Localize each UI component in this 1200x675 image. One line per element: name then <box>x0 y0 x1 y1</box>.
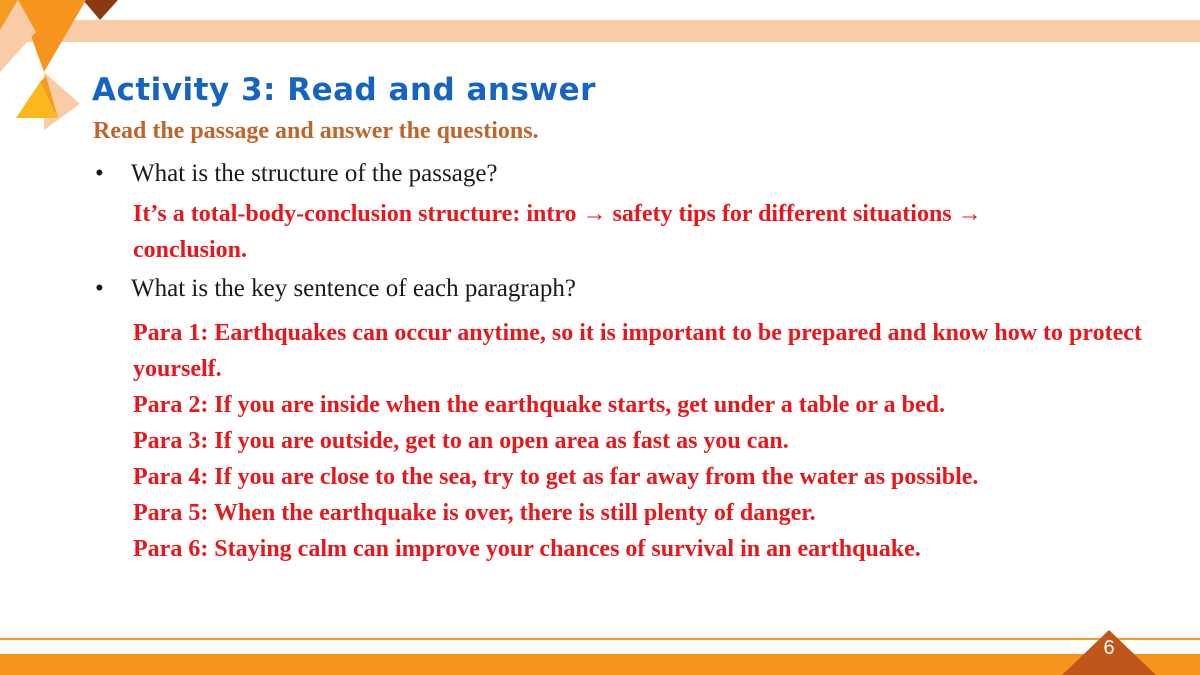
answer-para-2: Para 2: If you are inside when the earthquake starts, get under a table or a bed. <box>133 392 945 418</box>
answer-para-3: Para 3: If you are outside, get to an open area as fast as you can. <box>133 428 789 454</box>
question-text: What is the structure of the passage? <box>131 160 498 187</box>
slide-title: Activity 3: Read and answer <box>92 72 596 108</box>
question-structure <box>95 158 498 190</box>
question-text: What is the key sentence of each paragraph? <box>131 275 576 302</box>
page-number: 6 <box>1103 637 1115 659</box>
bullet-icon: • <box>95 160 104 187</box>
question-key-sentence <box>95 273 576 305</box>
answer-structure: It’s a total-body-conclusion structure: intro → safety tips for different situations → conclusion. <box>133 201 982 263</box>
footer-divider <box>0 638 1200 640</box>
answer-para-1: Para 1: Earthquakes can occur anytime, so it is important to be prepared and know how to protect yourself. <box>133 320 1142 382</box>
answer-para-6: Para 6: Staying calm can improve your chances of survival in an earthquake. <box>133 536 921 562</box>
footer-bar <box>0 654 1200 675</box>
answer-para-5: Para 5: When the earthquake is over, there is still plenty of danger. <box>133 500 816 526</box>
key-sentence-answers <box>133 315 1163 567</box>
answer-para-4: Para 4: If you are close to the sea, try to get as far away from the water as possible. <box>133 464 979 490</box>
top-decorative-band <box>0 20 1200 42</box>
slide-subtitle: Read the passage and answer the questions. <box>93 118 539 144</box>
bullet-icon: • <box>95 275 104 302</box>
